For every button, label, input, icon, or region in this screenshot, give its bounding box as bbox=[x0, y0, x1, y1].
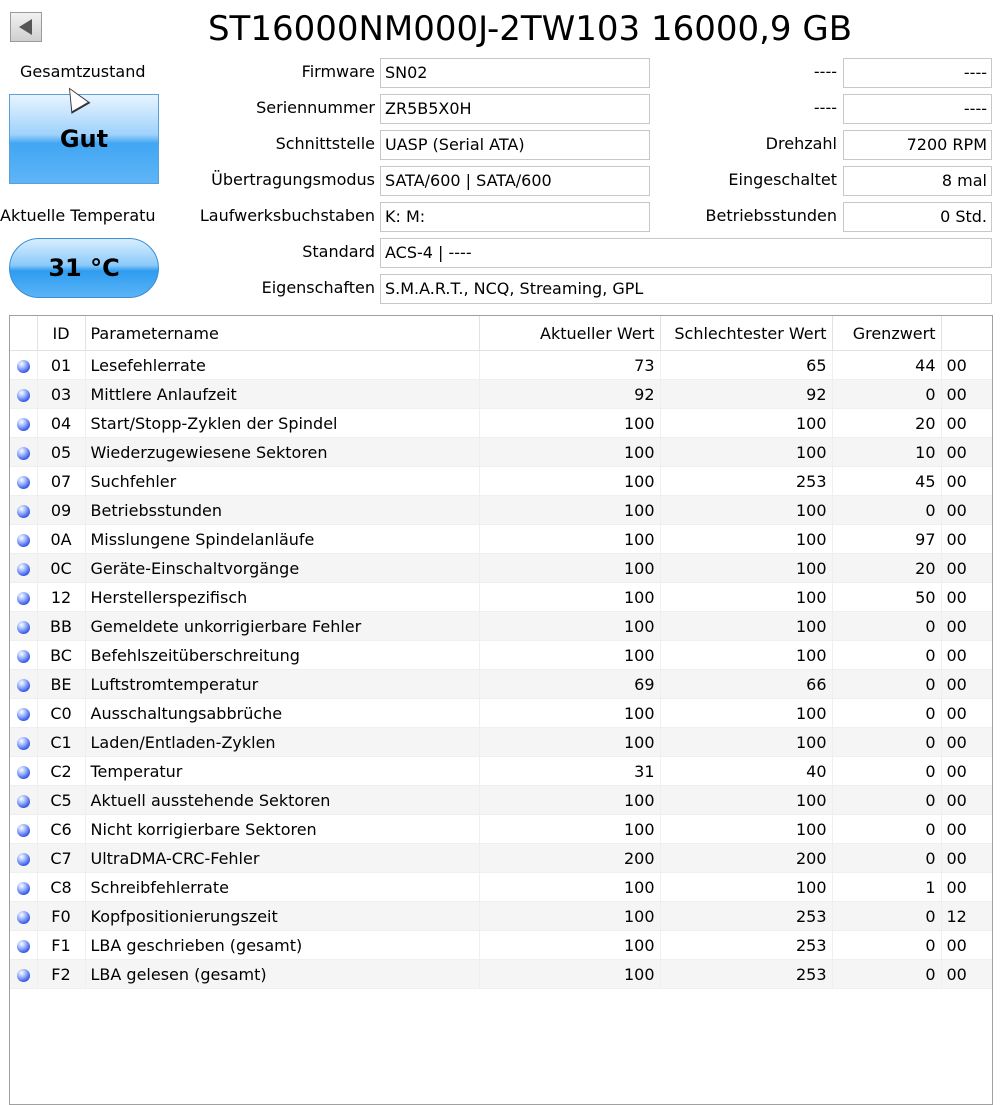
attribute-id: C6 bbox=[37, 815, 85, 844]
attribute-current-value: 200 bbox=[479, 844, 660, 873]
attribute-worst-value: 100 bbox=[660, 699, 832, 728]
status-cell bbox=[10, 583, 37, 612]
attribute-id: F2 bbox=[37, 960, 85, 989]
name-column-header[interactable]: Parametername bbox=[85, 316, 479, 351]
drive-letter-label: Laufwerksbuchstaben bbox=[199, 206, 375, 225]
attribute-name: Mittlere Anlaufzeit bbox=[85, 380, 479, 409]
table-row[interactable] bbox=[10, 902, 993, 931]
attribute-name: Wiederzugewiesene Sektoren bbox=[85, 438, 479, 467]
power-on-count-field: 8 mal bbox=[843, 166, 992, 196]
attribute-threshold: 1 bbox=[832, 873, 941, 902]
attribute-current-value: 100 bbox=[479, 931, 660, 960]
table-row[interactable] bbox=[10, 467, 993, 496]
attribute-id: C1 bbox=[37, 728, 85, 757]
current-column-header[interactable]: Aktueller Wert bbox=[479, 316, 660, 351]
attribute-raw-value: 00 bbox=[941, 612, 993, 641]
attribute-name: Befehlszeitüberschreitung bbox=[85, 641, 479, 670]
status-dot-icon bbox=[17, 766, 30, 779]
status-cell bbox=[10, 525, 37, 554]
attribute-threshold: 10 bbox=[832, 438, 941, 467]
transfer-mode-label: Übertragungsmodus bbox=[211, 170, 375, 189]
attribute-worst-value: 100 bbox=[660, 786, 832, 815]
attribute-threshold: 45 bbox=[832, 467, 941, 496]
attribute-id: 03 bbox=[37, 380, 85, 409]
status-cell bbox=[10, 873, 37, 902]
status-dot-icon bbox=[17, 882, 30, 895]
attribute-id: 12 bbox=[37, 583, 85, 612]
table-row[interactable] bbox=[10, 960, 993, 989]
attribute-worst-value: 253 bbox=[660, 467, 832, 496]
table-row[interactable] bbox=[10, 496, 993, 525]
attribute-worst-value: 100 bbox=[660, 815, 832, 844]
attribute-name: Laden/Entladen-Zyklen bbox=[85, 728, 479, 757]
status-cell bbox=[10, 728, 37, 757]
status-cell bbox=[10, 844, 37, 873]
serial-label: Seriennummer bbox=[256, 98, 375, 117]
attribute-threshold: 0 bbox=[832, 496, 941, 525]
attribute-worst-value: 100 bbox=[660, 496, 832, 525]
attribute-name: Luftstromtemperatur bbox=[85, 670, 479, 699]
attribute-threshold: 0 bbox=[832, 931, 941, 960]
attribute-worst-value: 100 bbox=[660, 728, 832, 757]
attribute-current-value: 100 bbox=[479, 525, 660, 554]
attribute-raw-value: 00 bbox=[941, 438, 993, 467]
interface-field: UASP (Serial ATA) bbox=[380, 130, 650, 160]
table-row[interactable] bbox=[10, 931, 993, 960]
status-dot-icon bbox=[17, 563, 30, 576]
table-row[interactable] bbox=[10, 757, 993, 786]
id-column-header[interactable]: ID bbox=[37, 316, 85, 351]
attribute-threshold: 0 bbox=[832, 728, 941, 757]
attribute-raw-value: 00 bbox=[941, 554, 993, 583]
info-field-2: ---- bbox=[843, 94, 992, 124]
attribute-name: Schreibfehlerrate bbox=[85, 873, 479, 902]
attribute-id: BE bbox=[37, 670, 85, 699]
status-cell bbox=[10, 786, 37, 815]
temperature-label: Aktuelle Temperatu bbox=[0, 206, 156, 225]
attribute-name: Temperatur bbox=[85, 757, 479, 786]
attribute-worst-value: 100 bbox=[660, 554, 832, 583]
info-field-1: ---- bbox=[843, 58, 992, 88]
attribute-worst-value: 100 bbox=[660, 641, 832, 670]
raw-column-header[interactable] bbox=[941, 316, 993, 351]
attribute-id: 0A bbox=[37, 525, 85, 554]
health-label: Gesamtzustand bbox=[20, 62, 146, 81]
attribute-name: Misslungene Spindelanläufe bbox=[85, 525, 479, 554]
attribute-worst-value: 253 bbox=[660, 931, 832, 960]
status-cell bbox=[10, 612, 37, 641]
attribute-current-value: 69 bbox=[479, 670, 660, 699]
attribute-threshold: 0 bbox=[832, 699, 941, 728]
threshold-column-header[interactable]: Grenzwert bbox=[832, 316, 941, 351]
attribute-name: Lesefehlerrate bbox=[85, 351, 479, 380]
attribute-id: C5 bbox=[37, 786, 85, 815]
attribute-current-value: 100 bbox=[479, 873, 660, 902]
attribute-worst-value: 65 bbox=[660, 351, 832, 380]
info-label-1: ---- bbox=[813, 62, 837, 81]
attribute-threshold: 0 bbox=[832, 960, 941, 989]
attribute-name: Geräte-Einschaltvorgänge bbox=[85, 554, 479, 583]
attribute-name: Nicht korrigierbare Sektoren bbox=[85, 815, 479, 844]
attribute-name: Ausschaltungsabbrüche bbox=[85, 699, 479, 728]
table-row[interactable] bbox=[10, 438, 993, 467]
firmware-label: Firmware bbox=[301, 62, 375, 81]
attribute-worst-value: 66 bbox=[660, 670, 832, 699]
status-cell bbox=[10, 699, 37, 728]
attribute-raw-value: 00 bbox=[941, 351, 993, 380]
status-dot-icon bbox=[17, 795, 30, 808]
standard-label: Standard bbox=[302, 242, 375, 261]
status-dot-icon bbox=[17, 447, 30, 460]
attribute-raw-value: 00 bbox=[941, 960, 993, 989]
attribute-raw-value: 00 bbox=[941, 699, 993, 728]
attribute-worst-value: 100 bbox=[660, 612, 832, 641]
attribute-current-value: 92 bbox=[479, 380, 660, 409]
attribute-current-value: 73 bbox=[479, 351, 660, 380]
status-cell bbox=[10, 409, 37, 438]
attribute-current-value: 100 bbox=[479, 612, 660, 641]
attribute-threshold: 0 bbox=[832, 757, 941, 786]
attribute-name: Start/Stopp-Zyklen der Spindel bbox=[85, 409, 479, 438]
status-cell bbox=[10, 351, 37, 380]
attribute-current-value: 100 bbox=[479, 815, 660, 844]
serial-field: ZR5B5X0H bbox=[380, 94, 650, 124]
attribute-current-value: 100 bbox=[479, 641, 660, 670]
attribute-id: 0C bbox=[37, 554, 85, 583]
attribute-raw-value: 00 bbox=[941, 409, 993, 438]
attribute-current-value: 31 bbox=[479, 757, 660, 786]
status-dot-icon bbox=[17, 418, 30, 431]
status-cell bbox=[10, 757, 37, 786]
attribute-name: LBA geschrieben (gesamt) bbox=[85, 931, 479, 960]
status-cell bbox=[10, 380, 37, 409]
attribute-current-value: 100 bbox=[479, 496, 660, 525]
attribute-id: F0 bbox=[37, 902, 85, 931]
status-dot-icon bbox=[17, 505, 30, 518]
attribute-worst-value: 40 bbox=[660, 757, 832, 786]
attribute-raw-value: 00 bbox=[941, 786, 993, 815]
drive-letter-field: K: M: bbox=[380, 202, 650, 232]
status-dot-icon bbox=[17, 737, 30, 750]
attribute-worst-value: 100 bbox=[660, 409, 832, 438]
back-arrow-icon[interactable] bbox=[10, 12, 42, 42]
table-row[interactable] bbox=[10, 844, 993, 873]
table-row[interactable] bbox=[10, 728, 993, 757]
attribute-raw-value: 00 bbox=[941, 525, 993, 554]
attribute-worst-value: 253 bbox=[660, 960, 832, 989]
status-dot-icon bbox=[17, 853, 30, 866]
disk-title: ST16000NM000J-2TW103 16000,9 GB bbox=[207, 9, 853, 49]
table-row[interactable] bbox=[10, 583, 993, 612]
attribute-raw-value: 00 bbox=[941, 380, 993, 409]
attribute-id: C0 bbox=[37, 699, 85, 728]
status-dot-icon bbox=[17, 650, 30, 663]
attribute-worst-value: 100 bbox=[660, 438, 832, 467]
temperature-status-button[interactable]: 31 °C bbox=[9, 238, 159, 298]
attribute-name: Aktuell ausstehende Sektoren bbox=[85, 786, 479, 815]
attribute-threshold: 44 bbox=[832, 351, 941, 380]
status-cell bbox=[10, 902, 37, 931]
attribute-current-value: 100 bbox=[479, 699, 660, 728]
attribute-worst-value: 100 bbox=[660, 583, 832, 612]
attribute-name: UltraDMA-CRC-Fehler bbox=[85, 844, 479, 873]
table-row[interactable] bbox=[10, 409, 993, 438]
attribute-name: Suchfehler bbox=[85, 467, 479, 496]
attribute-current-value: 100 bbox=[479, 728, 660, 757]
attribute-raw-value: 00 bbox=[941, 670, 993, 699]
interface-label: Schnittstelle bbox=[275, 134, 375, 153]
info-label-2: ---- bbox=[813, 98, 837, 117]
features-label: Eigenschaften bbox=[261, 278, 375, 297]
attribute-threshold: 0 bbox=[832, 380, 941, 409]
attribute-id: 07 bbox=[37, 467, 85, 496]
attribute-threshold: 0 bbox=[832, 612, 941, 641]
status-dot-icon bbox=[17, 621, 30, 634]
attribute-current-value: 100 bbox=[479, 554, 660, 583]
status-dot-icon bbox=[17, 969, 30, 982]
attribute-threshold: 0 bbox=[832, 815, 941, 844]
attribute-threshold: 20 bbox=[832, 554, 941, 583]
attribute-current-value: 100 bbox=[479, 467, 660, 496]
attribute-worst-value: 92 bbox=[660, 380, 832, 409]
rotation-rate-label: Drehzahl bbox=[765, 134, 837, 153]
status-dot-icon bbox=[17, 708, 30, 721]
attribute-current-value: 100 bbox=[479, 902, 660, 931]
attribute-raw-value: 00 bbox=[941, 641, 993, 670]
attribute-worst-value: 253 bbox=[660, 902, 832, 931]
attribute-threshold: 0 bbox=[832, 902, 941, 931]
attribute-current-value: 100 bbox=[479, 960, 660, 989]
attribute-name: Betriebsstunden bbox=[85, 496, 479, 525]
attribute-raw-value: 00 bbox=[941, 467, 993, 496]
table-row[interactable] bbox=[10, 380, 993, 409]
attribute-id: C2 bbox=[37, 757, 85, 786]
status-cell bbox=[10, 467, 37, 496]
attribute-name: LBA gelesen (gesamt) bbox=[85, 960, 479, 989]
standard-field: ACS-4 | ---- bbox=[380, 238, 992, 268]
attribute-raw-value: 00 bbox=[941, 931, 993, 960]
status-cell bbox=[10, 496, 37, 525]
attribute-name: Kopfpositionierungszeit bbox=[85, 902, 479, 931]
attribute-raw-value: 00 bbox=[941, 873, 993, 902]
table-header-row bbox=[10, 316, 993, 351]
attribute-raw-value: 00 bbox=[941, 815, 993, 844]
features-field: S.M.A.R.T., NCQ, Streaming, GPL bbox=[380, 274, 992, 304]
attribute-threshold: 20 bbox=[832, 409, 941, 438]
attribute-id: 05 bbox=[37, 438, 85, 467]
firmware-field: SN02 bbox=[380, 58, 650, 88]
status-dot-icon bbox=[17, 389, 30, 402]
status-cell bbox=[10, 960, 37, 989]
table-row[interactable] bbox=[10, 699, 993, 728]
power-on-count-label: Eingeschaltet bbox=[728, 170, 837, 189]
health-status-button[interactable]: Gut bbox=[9, 94, 159, 184]
status-dot-icon bbox=[17, 534, 30, 547]
transfer-mode-field: SATA/600 | SATA/600 bbox=[380, 166, 650, 196]
status-dot-icon bbox=[17, 476, 30, 489]
table-row[interactable] bbox=[10, 815, 993, 844]
attribute-worst-value: 200 bbox=[660, 844, 832, 873]
status-dot-icon bbox=[17, 940, 30, 953]
attribute-id: 01 bbox=[37, 351, 85, 380]
status-dot-icon bbox=[17, 911, 30, 924]
attribute-threshold: 0 bbox=[832, 670, 941, 699]
attribute-raw-value: 00 bbox=[941, 844, 993, 873]
table-row[interactable] bbox=[10, 351, 993, 380]
attribute-id: 04 bbox=[37, 409, 85, 438]
status-cell bbox=[10, 438, 37, 467]
status-column-header[interactable] bbox=[10, 316, 37, 351]
table-row[interactable] bbox=[10, 786, 993, 815]
smart-attributes-table[interactable] bbox=[9, 315, 993, 1105]
attribute-id: C8 bbox=[37, 873, 85, 902]
attribute-raw-value: 00 bbox=[941, 583, 993, 612]
attribute-id: F1 bbox=[37, 931, 85, 960]
status-dot-icon bbox=[17, 679, 30, 692]
status-cell bbox=[10, 931, 37, 960]
attribute-name: Herstellerspezifisch bbox=[85, 583, 479, 612]
status-cell bbox=[10, 554, 37, 583]
status-dot-icon bbox=[17, 824, 30, 837]
attribute-threshold: 0 bbox=[832, 844, 941, 873]
attribute-worst-value: 100 bbox=[660, 873, 832, 902]
worst-column-header[interactable]: Schlechtester Wert bbox=[660, 316, 832, 351]
power-on-hours-label: Betriebsstunden bbox=[705, 206, 837, 225]
rotation-rate-field: 7200 RPM bbox=[843, 130, 992, 160]
table-row[interactable] bbox=[10, 873, 993, 902]
attribute-id: 09 bbox=[37, 496, 85, 525]
attribute-id: C7 bbox=[37, 844, 85, 873]
status-dot-icon bbox=[17, 592, 30, 605]
attribute-threshold: 97 bbox=[832, 525, 941, 554]
attribute-raw-value: 00 bbox=[941, 728, 993, 757]
attribute-current-value: 100 bbox=[479, 786, 660, 815]
attribute-name: Gemeldete unkorrigierbare Fehler bbox=[85, 612, 479, 641]
attribute-id: BC bbox=[37, 641, 85, 670]
attribute-current-value: 100 bbox=[479, 583, 660, 612]
attribute-id: BB bbox=[37, 612, 85, 641]
table-row[interactable] bbox=[10, 612, 993, 641]
attribute-current-value: 100 bbox=[479, 409, 660, 438]
attribute-raw-value: 12 bbox=[941, 902, 993, 931]
attribute-raw-value: 00 bbox=[941, 757, 993, 786]
attribute-worst-value: 100 bbox=[660, 525, 832, 554]
attribute-current-value: 100 bbox=[479, 438, 660, 467]
status-cell bbox=[10, 641, 37, 670]
attribute-threshold: 50 bbox=[832, 583, 941, 612]
table-row[interactable] bbox=[10, 670, 993, 699]
attribute-threshold: 0 bbox=[832, 641, 941, 670]
status-cell bbox=[10, 815, 37, 844]
attribute-raw-value: 00 bbox=[941, 496, 993, 525]
status-cell bbox=[10, 670, 37, 699]
table-row[interactable] bbox=[10, 525, 993, 554]
table-row[interactable] bbox=[10, 554, 993, 583]
table-row[interactable] bbox=[10, 641, 993, 670]
attribute-threshold: 0 bbox=[832, 786, 941, 815]
status-dot-icon bbox=[17, 360, 30, 373]
power-on-hours-field: 0 Std. bbox=[843, 202, 992, 232]
